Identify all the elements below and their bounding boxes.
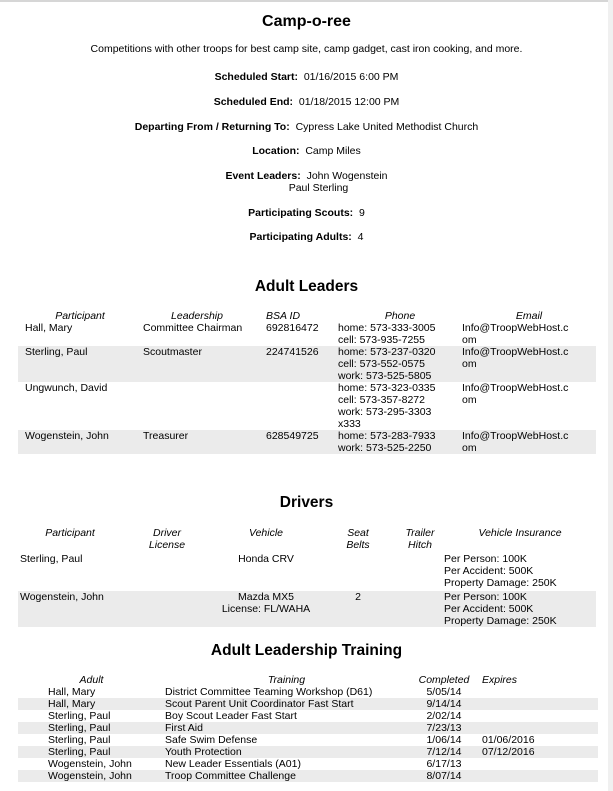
training-heading: Adult Leadership Training — [210, 642, 403, 659]
column-header: Vehicle Insurance — [478, 527, 562, 539]
info-value: 01/16/2015 6:00 PM — [303, 71, 399, 83]
email-cell: Info@TroopWebHost.c om — [462, 430, 596, 454]
expires-cell — [480, 686, 598, 698]
trailer-hitch-cell — [396, 591, 444, 627]
table-row — [18, 710, 598, 722]
table-row — [18, 758, 598, 770]
top-border — [0, 0, 613, 2]
table-row — [18, 322, 596, 346]
vehicle-cell: Mazda MX5 License: FL/WAHA — [212, 591, 320, 627]
table-row — [18, 553, 596, 589]
expires-cell — [480, 758, 598, 770]
column-header: Driver License — [148, 527, 186, 551]
table-row — [18, 591, 596, 627]
leadership-cell: Committee Chairman — [143, 322, 243, 334]
column-header: Training — [267, 674, 306, 686]
seat-belts-cell — [320, 553, 396, 589]
training-cell: New Leader Essentials (A01) — [165, 758, 301, 770]
info-label: Departing From / Returning To: — [134, 121, 290, 133]
column-header: Leadership — [171, 310, 223, 322]
adult-cell: Hall, Mary — [48, 686, 96, 698]
training-cell: Safe Swim Defense — [165, 734, 258, 746]
adult-cell: Hall, Mary — [18, 698, 165, 710]
insurance-cell: Per Person: 100K Per Accident: 500K Property Damage: 250K — [444, 591, 596, 627]
info-label: Location: — [252, 145, 300, 157]
email-cell: Info@TroopWebHost.c om — [462, 322, 569, 346]
training-cell: Youth Protection — [165, 746, 408, 758]
info-event-leaders — [0, 170, 613, 194]
completed-cell: 9/14/14 — [408, 698, 480, 710]
bsa-id-cell: 224741526 — [252, 346, 338, 382]
trailer-hitch-cell — [396, 553, 444, 589]
table-row — [18, 698, 598, 710]
info-label: Scheduled Start: — [214, 71, 298, 83]
adult-leaders-heading: Adult Leaders — [254, 278, 359, 295]
info-label: Participating Scouts: — [248, 207, 354, 219]
expires-cell — [480, 770, 598, 782]
table-row — [18, 346, 596, 382]
leadership-cell — [142, 382, 252, 430]
info-scheduled-start — [0, 71, 613, 83]
email-cell: Info@TroopWebHost.c om — [462, 346, 596, 382]
training-cell: Boy Scout Leader Fast Start — [165, 710, 297, 722]
info-participating-scouts — [0, 207, 613, 219]
bsa-id-cell: 692816472 — [266, 322, 319, 334]
adult-leaders-table — [18, 310, 596, 454]
license-cell — [122, 591, 212, 627]
training-table — [18, 674, 598, 782]
column-header: Completed — [418, 674, 470, 686]
info-scheduled-end — [0, 96, 613, 108]
phone-cell: home: 573-237-0320 cell: 573-552-0575 work: 573-525-5805 — [338, 346, 462, 382]
participant-cell: Hall, Mary — [25, 322, 73, 334]
expires-cell: 07/12/2016 — [480, 746, 598, 758]
participant-cell: Ungwunch, David — [25, 382, 108, 394]
info-label: Scheduled End: — [213, 96, 294, 108]
email-cell: Info@TroopWebHost.c om — [462, 382, 569, 406]
bsa-id-cell — [252, 382, 338, 430]
table-row — [18, 722, 598, 734]
expires-cell: 01/06/2016 — [482, 734, 535, 746]
training-cell: District Committee Teaming Workshop (D61) — [165, 686, 373, 698]
column-header: Email — [515, 310, 543, 322]
page-edge — [608, 0, 613, 791]
column-header: Participant — [55, 310, 105, 322]
info-value: Cypress Lake United Methodist Church — [295, 121, 479, 133]
completed-cell: 7/23/13 — [408, 722, 480, 734]
vehicle-cell: Honda CRV — [238, 553, 294, 565]
participant-cell: Wogenstein, John — [18, 430, 142, 454]
adult-cell: Sterling, Paul — [18, 722, 165, 734]
participant-cell: Wogenstein, John — [18, 591, 122, 627]
completed-cell: 6/17/13 — [426, 758, 462, 770]
table-row — [18, 734, 598, 746]
training-cell: First Aid — [165, 722, 408, 734]
expires-cell — [480, 698, 598, 710]
info-label: Participating Adults: — [249, 231, 352, 243]
training-cell: Troop Committee Challenge — [165, 770, 408, 782]
adult-cell: Wogenstein, John — [18, 770, 165, 782]
completed-cell: 1/06/14 — [426, 734, 462, 746]
leadership-cell: Treasurer — [142, 430, 252, 454]
training-cell: Scout Parent Unit Coordinator Fast Start — [165, 698, 408, 710]
column-header: Participant — [45, 527, 95, 539]
table-row — [18, 686, 598, 698]
column-header: Seat Belts — [346, 527, 370, 551]
event-description: Competitions with other troops for best camp site, camp gadget, cast iron cooking, and more. — [90, 43, 523, 55]
participant-cell: Sterling, Paul — [20, 553, 83, 565]
participant-cell: Sterling, Paul — [18, 346, 142, 382]
column-header: Adult — [79, 674, 104, 686]
column-header: Vehicle — [248, 527, 284, 539]
drivers-heading: Drivers — [279, 494, 334, 511]
insurance-cell: Per Person: 100K Per Accident: 500K Property Damage: 250K — [444, 553, 557, 589]
info-value: Camp Miles — [305, 145, 361, 157]
adult-cell: Wogenstein, John — [48, 758, 132, 770]
adult-cell: Sterling, Paul — [48, 734, 111, 746]
info-value: 4 — [357, 231, 364, 243]
table-row — [18, 746, 598, 758]
event-title: Camp-o-ree — [262, 13, 351, 30]
leadership-cell: Scoutmaster — [142, 346, 252, 382]
table-row — [18, 430, 596, 454]
info-participating-adults — [0, 231, 613, 243]
adult-cell: Sterling, Paul — [48, 710, 111, 722]
info-location — [0, 145, 613, 157]
expires-cell — [480, 722, 598, 734]
bsa-id-cell: 628549725 — [252, 430, 338, 454]
completed-cell: 7/12/14 — [408, 746, 480, 758]
seat-belts-cell: 2 — [320, 591, 396, 627]
column-header: Trailer Hitch — [405, 527, 435, 551]
info-value: 9 — [359, 207, 365, 219]
license-cell — [122, 553, 212, 589]
adult-cell: Sterling, Paul — [18, 746, 165, 758]
info-value: 01/18/2015 12:00 PM — [298, 96, 400, 108]
info-value-second: Paul Sterling — [288, 182, 349, 194]
column-header: Phone — [384, 310, 416, 322]
drivers-table — [18, 527, 596, 627]
completed-cell: 5/05/14 — [426, 686, 462, 698]
table-row — [18, 382, 596, 430]
phone-cell: home: 573-333-3005 cell: 573-935-7255 — [338, 322, 436, 346]
column-header: Expires — [482, 674, 518, 686]
expires-cell — [480, 710, 598, 722]
column-header: BSA ID — [266, 310, 301, 322]
info-departing — [0, 121, 613, 133]
completed-cell: 8/07/14 — [408, 770, 480, 782]
phone-cell: home: 573-283-7933 work: 573-525-2250 — [338, 430, 462, 454]
completed-cell: 2/02/14 — [426, 710, 462, 722]
phone-cell: home: 573-323-0335 cell: 573-357-8272 work: 573-295-3303 x333 — [338, 382, 436, 430]
info-label: Event Leaders: — [225, 170, 301, 182]
info-value: John Wogenstein — [306, 170, 388, 182]
table-row — [18, 770, 598, 782]
